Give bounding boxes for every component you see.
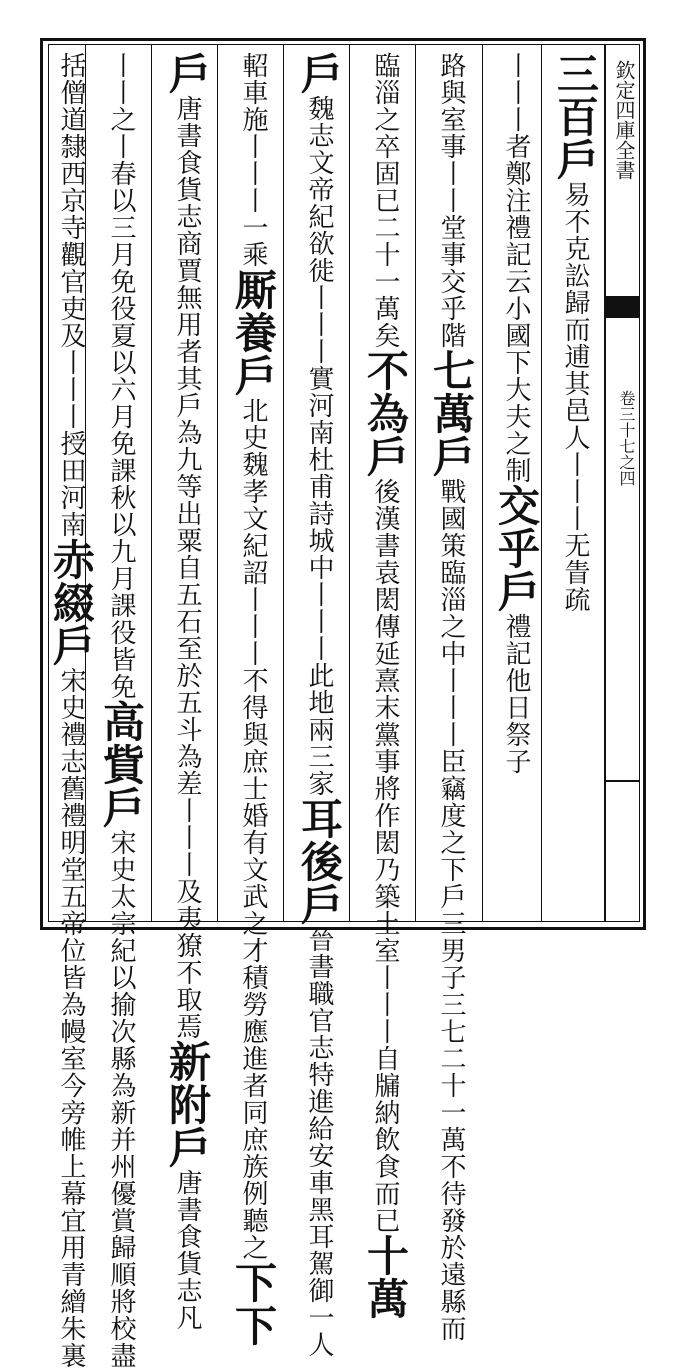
entry-heading: 交乎戶	[492, 484, 541, 613]
entry-text: 後漢書袁閎傳延熹末黨事將作閎乃築土室丨丨丨自牖納飲食而已	[370, 478, 400, 1234]
entry-text: 禮記他日祭子	[501, 613, 531, 775]
entry-text: 丨丨丨者鄭注禮記云小國下大夫之制	[501, 52, 531, 484]
entry-heading: 下下	[229, 1261, 278, 1347]
entry-heading: 三百戶	[551, 52, 600, 181]
entry-text: 括僧道隸西京寺觀官吏及丨丨丨授田河南	[56, 52, 86, 538]
column-rule	[283, 44, 284, 922]
column-rule	[415, 44, 416, 922]
entry-text: 臨淄之卒固已二十一萬矣	[370, 52, 400, 349]
entry-heading: 戶	[295, 52, 344, 95]
entry-text: 軺車施丨丨丨一乘	[238, 52, 268, 268]
text-column	[361, 52, 410, 1320]
entry-text: 唐書食貨志凡	[172, 1169, 202, 1331]
text-column	[47, 52, 96, 1369]
volume-number: 卷三十七之四	[617, 390, 636, 486]
entry-text: 丨丨之丨春以三月免役夏以六月免課秋以九月課役皆免	[106, 52, 136, 700]
entry-text: 宋史太宗紀以揄次縣為新并州優賞歸順將校盡	[106, 829, 136, 1369]
entry-text: 易不克訟歸而逋其邑人丨丨丨无眚疏	[560, 181, 590, 613]
entry-heading: 七萬戶	[427, 349, 476, 478]
column-rule	[541, 44, 542, 922]
entry-text: 戰國策臨淄之中丨丨丨臣竊度之下戶三男子三七二十一萬不待發於遠縣而	[436, 478, 466, 1342]
entry-heading: 不為戶	[361, 349, 410, 478]
book-title: 欽定四庫全書	[612, 60, 636, 180]
fish-tail-mark	[604, 296, 640, 318]
text-column	[97, 52, 146, 1369]
entry-heading: 耳後戶	[295, 797, 344, 926]
entry-heading: 十萬	[361, 1234, 410, 1320]
column-rule	[349, 44, 350, 922]
entry-text: 宋史禮志舊禮明堂五帝位皆為幔室今旁帷上幕宜用青繒朱裏	[56, 667, 86, 1369]
text-column	[229, 52, 278, 1347]
text-column	[427, 52, 476, 1342]
entry-heading: 厮養戶	[229, 268, 278, 397]
entry-heading: 新附戶	[163, 1040, 212, 1169]
entry-text: 路與室事丨丨堂事交乎階	[436, 52, 466, 349]
entry-heading: 戶	[163, 52, 212, 95]
text-column	[492, 52, 541, 914]
text-column	[163, 52, 212, 1331]
entry-heading: 高貲戶	[97, 700, 146, 829]
column-rule	[482, 44, 483, 922]
text-column	[551, 52, 600, 914]
column-rule	[151, 44, 152, 922]
entry-text: 北史魏孝文紀詔丨丨丨不得與庶士婚有文武之才積勞應進者同庶族例聽之	[238, 397, 268, 1261]
entry-text: 唐書食貨志商賈無用者其戶為九等出粟自五石至於五斗為差丨丨丨及夷獠不取焉	[172, 95, 202, 1040]
entry-text: 晉書職官志特進給安車黑耳駕御一人	[304, 926, 334, 1358]
column-rule	[217, 44, 218, 922]
entry-heading: 赤綴戶	[47, 538, 96, 667]
fold-line	[604, 780, 640, 782]
text-column	[295, 52, 344, 1358]
entry-text: 魏志文帝紀欲徙丨丨丨實河南杜甫詩城中丨丨丨此地兩三家	[304, 95, 334, 797]
